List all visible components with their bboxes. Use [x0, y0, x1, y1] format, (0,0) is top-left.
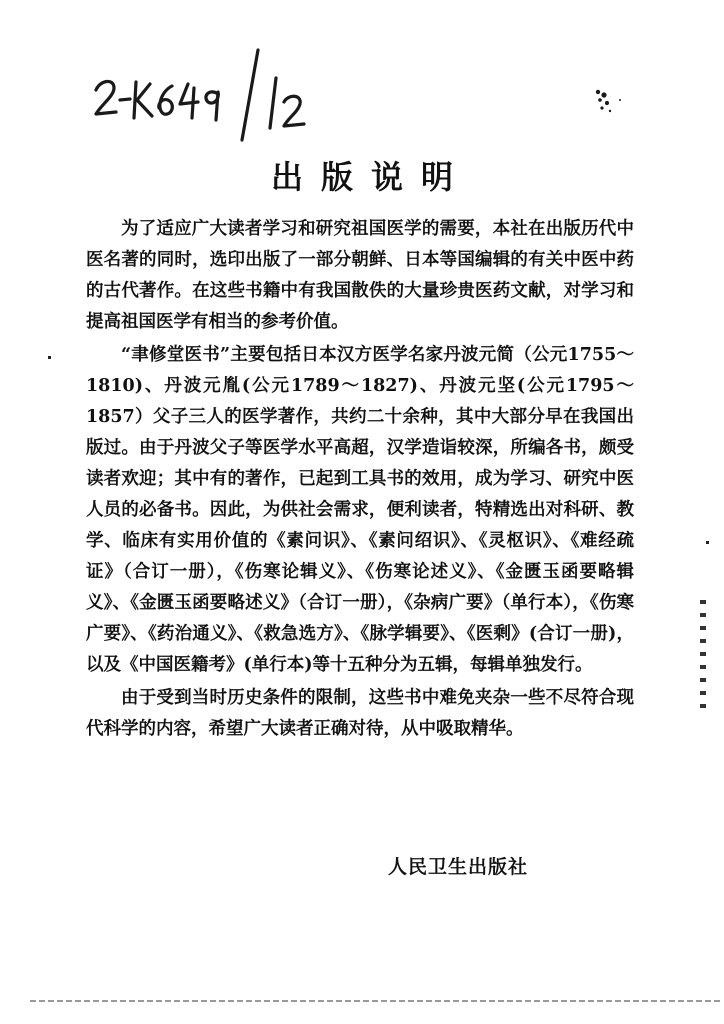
corner-ink-mark [590, 82, 624, 122]
paragraph-series: “聿修堂医书”主要包括日本汉方医学名家丹波元简（公元1755～1810)、丹波元胤(公元1789～1827)、丹波元坚(公元1795～1857）父子三人的医学著作，共约二十余种，其中大部分早在我国出版过。由于丹波父子等医学水平高超，汉学造诣较深，所编各书，颇受读者欢迎；其中有的著作，已起到工具书的效用，成为学习、研究中医人员的必备书。因此，为供社会需求，便利读者，特精选出对科研、教学、临床有实用价值的《素问识》、《素问绍识》、《灵枢识》、《难经疏证》（合订一册），《伤寒论辑义》、《伤寒论述义》、《金匮玉函要略辑义》、《金匮玉函要略述义》（合订一册），《杂病广要》（单行本），《伤寒广要》、《药治通义》、《救急选方》、《脉学辑要》、《医剩》(合订一册)，以及《中国医籍考》(单行本)等十五种分为五辑，每辑单独发行。 [86, 345, 634, 675]
scan-speck [706, 541, 709, 544]
preface-body [86, 214, 634, 745]
paragraph-intro: 为了适应广大读者学习和研究祖国医学的需要，本社在出版历代中医名著的同时，选印出版了一部分朝鲜、日本等国编辑的有关中医中药的古代著作。在这些书籍中有我国散佚的大量珍贵医药文献，对学习和提高祖国医学有相当的参考价值。 [86, 219, 634, 332]
handwritten-call-number [92, 44, 332, 144]
publisher-signature: 人民卫生出版社 [388, 856, 529, 878]
page-bottom-edge [30, 1000, 720, 1002]
page-title: 出版说明 [270, 158, 471, 196]
handwriting-glyphs [92, 44, 332, 144]
paragraph-caveat: 由于受到当时历史条件的限制，这些书中难免夹杂一些不尽符合现代科学的内容，希望广大读者正确对待，从中吸取精华。 [86, 688, 634, 739]
margin-scan-artifact [700, 600, 706, 712]
scan-speck [48, 356, 51, 359]
